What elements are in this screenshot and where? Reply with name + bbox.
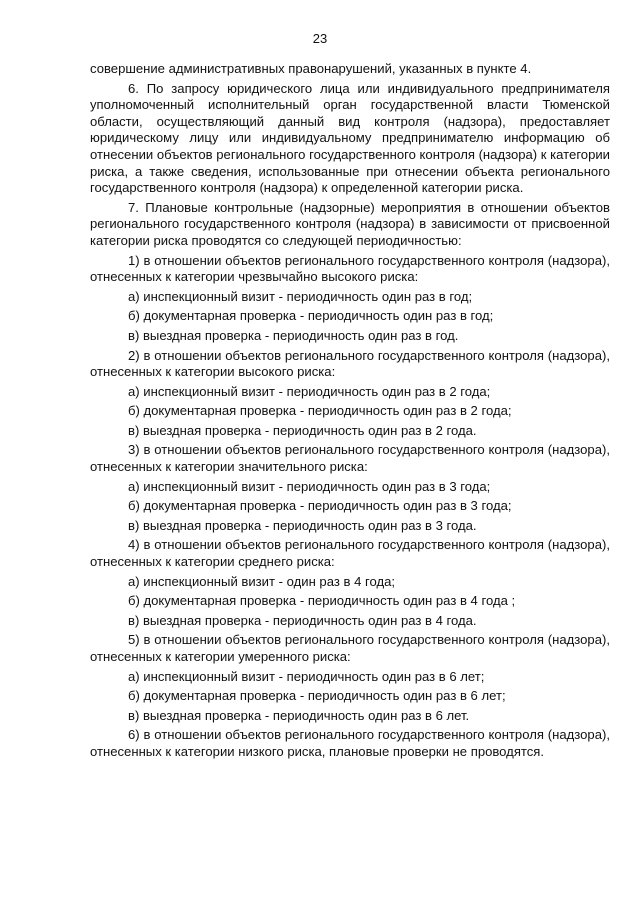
list-item: а) инспекционный визит - периодичность один раз в 3 года;	[128, 478, 491, 494]
list-item: а) инспекционный визит - один раз в 4 года;	[128, 573, 396, 589]
subparagraph-3: 3) в отношении объектов регионального государственного контроля (надзора), отнесенных к категории значительного риска:	[90, 442, 610, 475]
list-item: в) выездная проверка - периодичность один раз в 6 лет.	[128, 707, 470, 723]
list-item: в) выездная проверка - периодичность один раз в 4 года.	[128, 612, 477, 628]
list-item: б) документарная проверка - периодичность один раз в год;	[128, 308, 494, 324]
list-item: в) выездная проверка - периодичность один раз в 2 года.	[128, 422, 477, 438]
list-item: а) инспекционный визит - периодичность один раз в год;	[128, 288, 473, 304]
subparagraph-2: 2) в отношении объектов регионального государственного контроля (надзора), отнесенных к категории высокого риска:	[90, 347, 610, 380]
list-item: а) инспекционный визит - периодичность один раз в 2 года;	[128, 383, 491, 399]
list-item: б) документарная проверка - периодичность один раз в 4 года ;	[128, 593, 516, 609]
document-body	[90, 61, 610, 761]
paragraph-6: 6. По запросу юридического лица или индивидуального предпринимателя уполномоченный исполнительный орган государственной власти Тюменской области, осуществляющий данный вид контроля (надзора), предоставляет юридическому лицу или индивидуальному предпринимателю информацию об отнесении объектов регионального государственного контроля (надзора) к категории риска, а также сведения, использованные при отнесении объекта регионального государственного контроля (надзора) к определенной категории риска.	[90, 80, 610, 196]
subparagraph-4: 4) в отношении объектов регионального государственного контроля (надзора), отнесенных к категории среднего риска:	[90, 537, 610, 570]
subparagraph-5: 5) в отношении объектов регионального государственного контроля (надзора), отнесенных к категории умеренного риска:	[90, 632, 610, 664]
subparagraph-1: 1) в отношении объектов регионального государственного контроля (надзора), отнесенных к категории чрезвычайно высокого риска:	[90, 252, 610, 285]
list-item: в) выездная проверка - периодичность один раз в 3 года.	[128, 517, 477, 533]
list-item: б) документарная проверка - периодичность один раз в 2 года;	[128, 403, 512, 419]
list-item: б) документарная проверка - периодичность один раз в 3 года;	[128, 498, 512, 514]
paragraph-continuation: совершение административных правонарушений, указанных в пункте 4.	[90, 61, 532, 76]
list-item: в) выездная проверка - периодичность один раз в год.	[128, 327, 459, 343]
page-number: 23	[312, 31, 328, 46]
list-item: б) документарная проверка - периодичность один раз в 6 лет;	[128, 688, 506, 704]
paragraph-7: 7. Плановые контрольные (надзорные) мероприятия в отношении объектов регионального государственного контроля (надзора) в зависимости от присвоенной категории риска проводятся со следующей периодичностью:	[90, 199, 610, 248]
subparagraph-6: 6) в отношении объектов регионального государственного контроля (надзора), отнесенных к категории низкого риска, плановые проверки не проводятся.	[90, 727, 610, 759]
list-item: а) инспекционный визит - периодичность один раз в 6 лет;	[128, 668, 485, 684]
